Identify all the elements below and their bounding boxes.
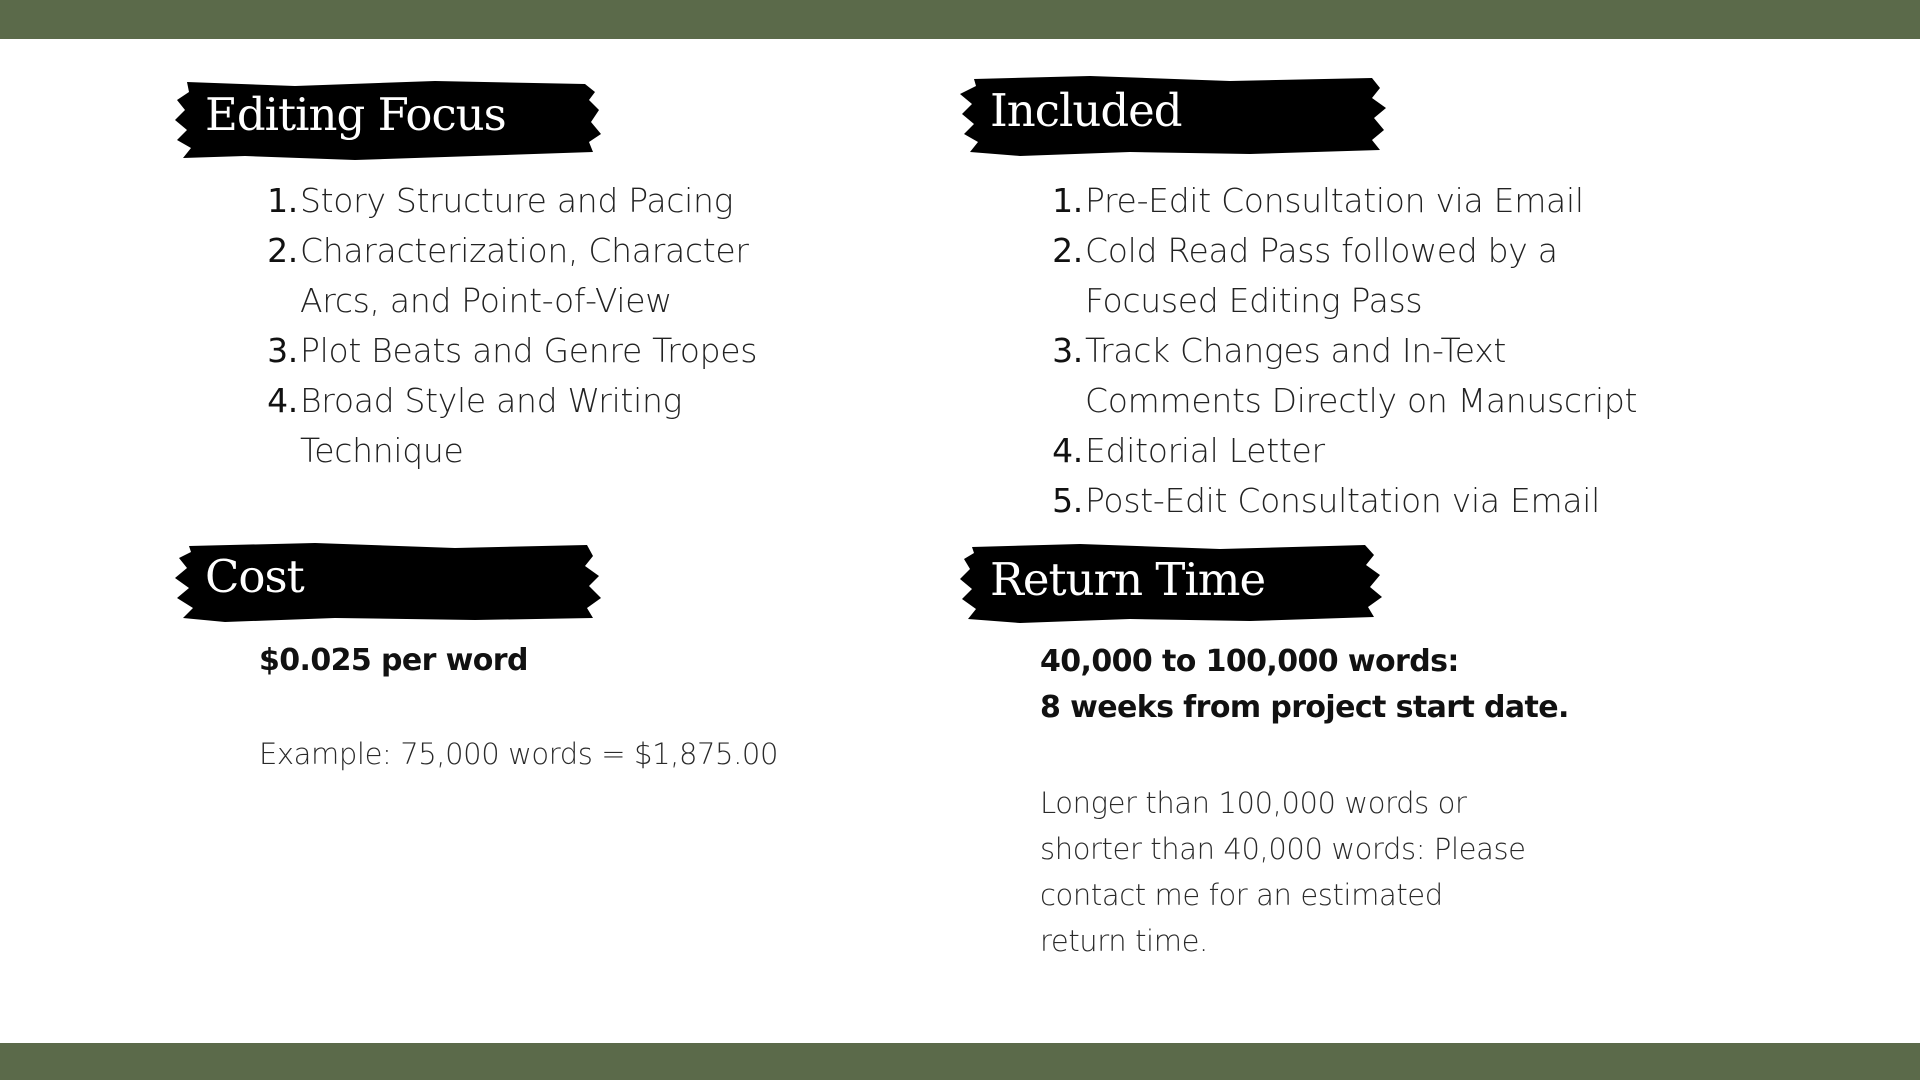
- return-time-heading: [960, 541, 1390, 625]
- list-text: Editorial Letter: [1085, 431, 1325, 470]
- list-item: [1050, 476, 1690, 526]
- list-item: [265, 326, 805, 376]
- return-time-duration: 8 weeks from project start date.: [1040, 690, 1569, 725]
- list-item: [1050, 426, 1690, 476]
- cost-heading: [175, 540, 605, 624]
- list-text: Story Structure and Pacing: [300, 181, 734, 220]
- section-heading-text: Cost: [205, 550, 304, 603]
- included-list: [1050, 176, 1690, 526]
- list-number: 1.: [1052, 181, 1083, 220]
- list-number: 5.: [1052, 481, 1083, 520]
- section-heading-text: Return Time: [990, 553, 1266, 606]
- list-text: Characterization, Character: [300, 231, 749, 270]
- note-line: return time.: [1040, 924, 1208, 958]
- return-time-range: 40,000 to 100,000 words:: [1040, 644, 1459, 679]
- list-text: Arcs, and Point-of-View: [300, 281, 672, 320]
- list-number: 4.: [267, 381, 298, 420]
- list-item: [1050, 226, 1690, 326]
- list-text: Technique: [300, 431, 464, 470]
- section-heading-text: Editing Focus: [205, 88, 506, 141]
- included-heading: [960, 74, 1390, 158]
- list-number: 1.: [267, 181, 298, 220]
- editing-focus-heading: [175, 78, 605, 162]
- bottom-green-band: [0, 1043, 1920, 1080]
- list-number: 3.: [267, 331, 298, 370]
- list-text: Post-Edit Consultation via Email: [1085, 481, 1601, 520]
- list-item: [265, 226, 805, 326]
- list-item: [265, 176, 805, 226]
- note-line: Longer than 100,000 words or: [1040, 786, 1467, 820]
- return-time-note: [1040, 780, 1560, 964]
- list-text: Broad Style and Writing: [300, 381, 683, 420]
- cost-rate: $0.025 per word: [259, 643, 528, 678]
- list-item: [1050, 326, 1690, 426]
- section-heading-text: Included: [990, 84, 1182, 137]
- cost-example: Example: 75,000 words = $1,875.00: [259, 737, 779, 771]
- list-text: Track Changes and In-Text: [1085, 331, 1507, 370]
- list-text: Cold Read Pass followed by a: [1085, 231, 1558, 270]
- list-item: [265, 376, 805, 476]
- list-item: [1050, 176, 1690, 226]
- list-number: 2.: [1052, 231, 1083, 270]
- top-green-band: [0, 0, 1920, 39]
- list-text: Focused Editing Pass: [1085, 281, 1423, 320]
- list-number: 3.: [1052, 331, 1083, 370]
- list-text: Plot Beats and Genre Tropes: [300, 331, 758, 370]
- editing-focus-list: [265, 176, 805, 476]
- list-number: 4.: [1052, 431, 1083, 470]
- list-text: Pre-Edit Consultation via Email: [1085, 181, 1584, 220]
- list-number: 2.: [267, 231, 298, 270]
- list-text: Comments Directly on Manuscript: [1085, 381, 1638, 420]
- note-line: contact me for an estimated: [1040, 878, 1443, 912]
- note-line: shorter than 40,000 words: Please: [1040, 832, 1526, 866]
